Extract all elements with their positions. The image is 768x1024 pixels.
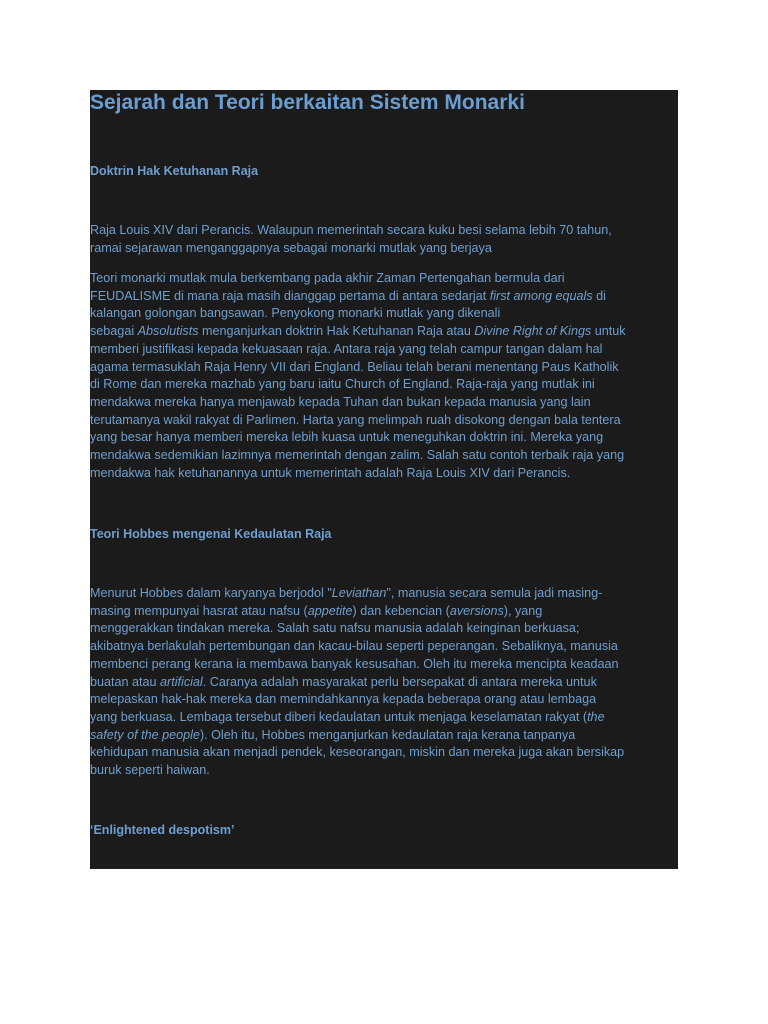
text-line (90, 709, 678, 727)
text-line (90, 727, 678, 745)
text-span: untuk (591, 324, 626, 339)
text-span: Menurut Hobbes dalam karyanya berjodol " (90, 586, 332, 600)
text-line (90, 323, 678, 341)
italic-term: the (587, 709, 605, 724)
text-line: ramai sejarawan menganggapnya sebagai monarki mutlak yang berjaya (90, 240, 492, 255)
text-line: yang besar hanya memberi mereka lebih kuasa untuk meneguhkan doktrin ini. Mereka yang (90, 430, 604, 445)
italic-term: Absolutists (137, 324, 199, 339)
text-line: mendakwa sedemikian lazimnya memerintah dengan zalim. Salah satu contoh terbaik raja yang (90, 448, 625, 463)
text-span: di (592, 288, 606, 303)
text-line (90, 288, 678, 306)
text-line: membenci perang kerana ia membawa banyak kesusahan. Oleh itu mereka mencipta keadaan (90, 656, 619, 671)
text-line: mendakwa mereka hanya menjawab kepada Tuhan dan bukan kepada manusia yang lain (90, 394, 591, 409)
text-line: kalangan golongan bangsawan. Penyokong monarki mutlak yang dikenali (90, 306, 501, 321)
text-line: akibatnya berlakulah pertembungan dan kacau-bilau seperti peperangan. Sebaliknya, manusia (90, 639, 618, 654)
text-line: agama termasuklah Raja Henry VII dari England. Beliau telah berani menentang Paus Katholik (90, 359, 619, 374)
text-span: masing mempunyai hasrat atau nafsu ( (90, 603, 308, 618)
text-span: buatan atau (90, 674, 161, 689)
text-span: . Caranya adalah masyarakat perlu bersepakat di antara mereka untuk (202, 674, 597, 689)
text-line: kehidupan manusia akan menjadi pendek, keseorangan, miskin dan mereka juga akan bersikap (90, 745, 625, 760)
italic-term: Leviathan (331, 586, 387, 600)
italic-term: artificial (160, 674, 203, 689)
italic-term: first among equals (489, 288, 593, 303)
text-line: Teori monarki mutlak mula berkembang pada akhir Zaman Pertengahan bermula dari (90, 271, 565, 285)
heading-doktrin-hak-ketuhanan: Doktrin Hak Ketuhanan Raja (90, 164, 259, 178)
text-line (90, 585, 678, 603)
text-line: di Rome dan mereka mazhab yang baru iaitu Church of England. Raja-raja yang mutlak ini (90, 377, 595, 392)
text-span: ), yang (503, 603, 543, 618)
text-span: ", manusia secara semula jadi masing- (386, 586, 603, 600)
text-line: buruk seperti haiwan. (90, 763, 210, 778)
text-line: memberi justifikasi kepada kekuasaan raja. Antara raja yang telah campur tangan dalam hal (90, 341, 603, 356)
italic-term: aversions (449, 603, 504, 618)
italic-term: safety of the people (90, 727, 200, 742)
text-line (90, 603, 678, 621)
text-line (90, 674, 678, 692)
text-span: menganjurkan doktrin Hak Ketuhanan Raja atau (198, 324, 475, 339)
text-span: ) dan kebencian ( (352, 603, 450, 618)
text-span: sebagai (90, 324, 138, 339)
heading-teori-hobbes: Teori Hobbes mengenai Kedaulatan Raja (90, 527, 332, 541)
text-line: mendakwa hak ketuhanannya untuk memerintah adalah Raja Louis XIV dari Perancis. (90, 465, 571, 480)
text-line: melepaskan hak-hak mereka dan memindahkannya kepada beberapa orang atau lembaga (90, 692, 597, 707)
paragraph-hobbes (90, 585, 678, 780)
text-line: Raja Louis XIV dari Perancis. Walaupun memerintah secara kuku besi selama lebih 70 tahun, (90, 223, 612, 237)
text-span: FEUDALISME di mana raja masih dianggap pertama di antara sedarjat (90, 288, 490, 303)
heading-enlightened-despotism: ‘Enlightened despotism’ (90, 823, 235, 837)
text-line: menggerakkan tindakan mereka. Salah satu nafsu manusia adalah keinginan berkuasa; (90, 621, 580, 636)
text-line: terutamanya wakil rakyat di Parlimen. Harta yang melimpah ruah disokong dengan bala tentera (90, 412, 621, 427)
document-title: Sejarah dan Teori berkaitan Sistem Monarki (90, 91, 525, 114)
text-span: yang berkuasa. Lembaga tersebut diberi kedaulatan untuk menjaga keselamatan rakyat ( (90, 709, 588, 724)
text-span: ). Oleh itu, Hobbes menganjurkan kedaulatan raja kerana tanpanya (199, 727, 576, 742)
italic-term: appetite (307, 603, 353, 618)
paragraph-teori-monarki-mutlak (90, 270, 678, 482)
paragraph-louis-xiv (90, 222, 678, 257)
italic-term: Divine Right of Kings (474, 324, 592, 339)
document-panel (90, 90, 678, 869)
